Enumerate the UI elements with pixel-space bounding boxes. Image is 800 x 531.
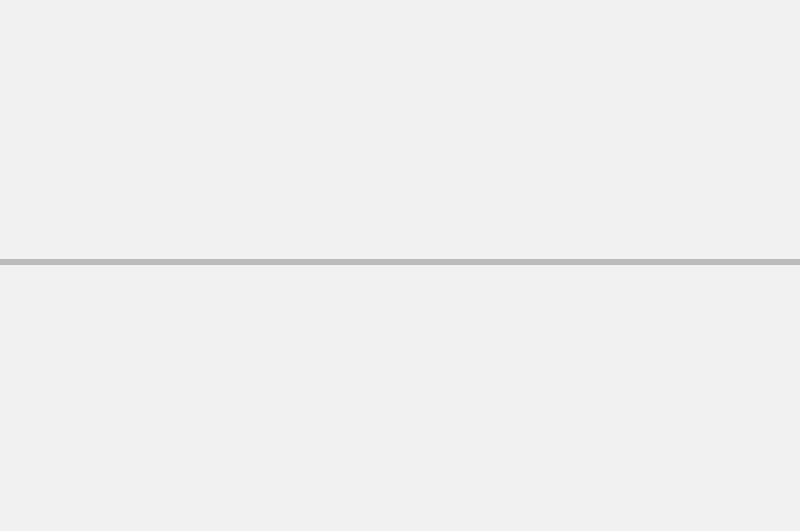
spiral-binding	[0, 240, 800, 285]
